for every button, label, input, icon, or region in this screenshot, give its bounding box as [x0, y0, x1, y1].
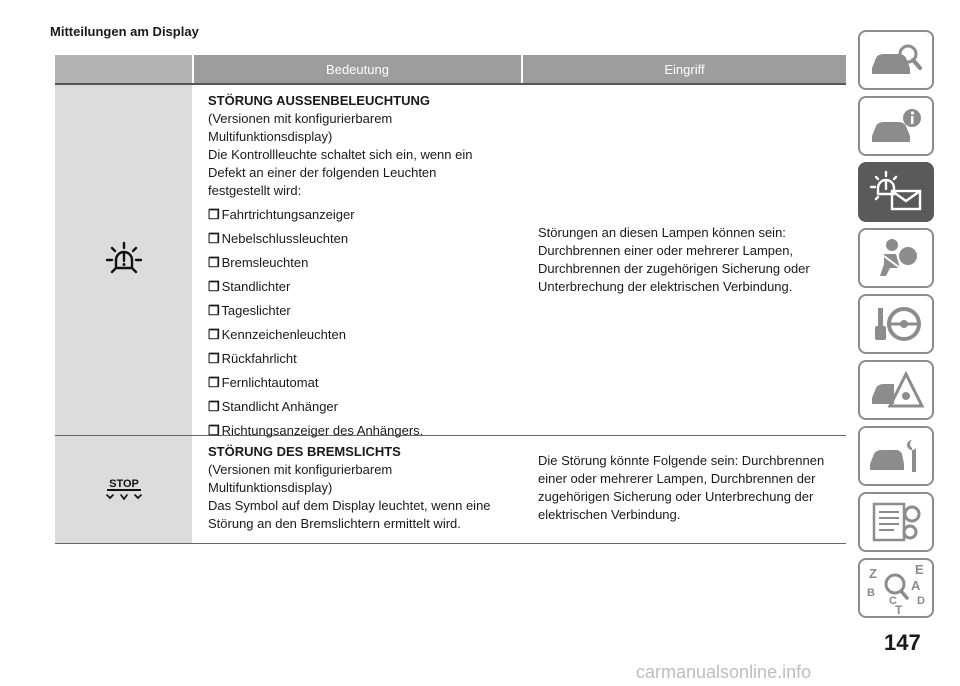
page-number: 147: [884, 630, 921, 655]
meaning-cell: [192, 85, 526, 438]
action-line: Unterbrechung der elektrischen Verbindung.: [538, 279, 793, 294]
description-line: Das Symbol auf dem Display leuchtet, wenn eine: [208, 498, 491, 513]
warning-light-message-icon: [866, 169, 926, 215]
checkbox-icon: ❒: [208, 255, 220, 270]
description-line: Multifunktionsdisplay): [208, 129, 333, 144]
stop-icon-text: STOP: [108, 477, 139, 490]
car-info-icon: [866, 104, 926, 148]
watermark: carmanualsonline.info: [636, 662, 812, 682]
tab-starting-driving[interactable]: [858, 294, 934, 354]
action-cell: [526, 85, 846, 435]
section-title: Mitteilungen am Display: [50, 24, 199, 39]
car-search-icon: [866, 38, 926, 82]
icon-cell: [55, 436, 192, 543]
description-line: Die Kontrollleuchte schaltet sich ein, wenn ein: [208, 147, 473, 162]
list-item: ❒ Kennzeichenleuchten: [208, 327, 346, 342]
checkbox-icon: ❒: [208, 207, 220, 222]
icon-cell: [55, 85, 192, 435]
list-item: ❒ Rückfahrlicht: [208, 351, 297, 366]
emergency-warning-icon: [866, 368, 926, 412]
key-steering-wheel-icon: [866, 302, 926, 346]
header-icon-column: [55, 55, 192, 83]
action-line: Durchbrennen einer oder mehrerer Lampen,: [538, 243, 794, 258]
checkbox-icon: ❒: [208, 423, 220, 438]
exterior-light-fault-icon: [104, 240, 144, 280]
safety-airbag-icon: [866, 236, 926, 280]
action-line: Durchbrennen der zugehörigen Sicherung oder: [538, 261, 810, 276]
index-letter: C: [889, 595, 897, 607]
list-item: ❒ Bremsleuchten: [208, 255, 309, 270]
action-cell: [526, 436, 846, 543]
description-line: Störung an den Bremslichtern ermittelt wird.: [208, 516, 461, 531]
list-item: ❒ Standlichter: [208, 279, 291, 294]
tab-technical-data[interactable]: [858, 492, 934, 552]
list-item: ❒ Fernlichtautomat: [208, 375, 319, 390]
list-item: ❒ Fahrtrichtungsanzeiger: [208, 207, 355, 222]
tab-index[interactable]: [858, 558, 934, 618]
index-letter: E: [915, 562, 924, 577]
action-line: einer oder mehrerer Lampen, Durchbrennen der: [538, 471, 816, 486]
description-line: (Versionen mit konfigurierbarem: [208, 111, 393, 126]
technical-data-icon: [866, 500, 926, 544]
description-line: Defekt an einer der folgenden Leuchten: [208, 165, 437, 180]
meaning-cell: [192, 436, 526, 543]
action-line: zugehörigen Sicherung oder Unterbrechung der: [538, 489, 814, 504]
checkbox-icon: ❒: [208, 231, 220, 246]
index-letter: T: [895, 603, 903, 616]
index-letter: B: [867, 587, 875, 599]
messages-table: [55, 55, 846, 544]
list-item: ❒ Richtungsanzeiger des Anhängers.: [208, 423, 424, 438]
checkbox-icon: ❒: [208, 375, 220, 390]
list-item: ❒ Nebelschlussleuchten: [208, 231, 349, 246]
stop-light-fault-icon: [99, 475, 149, 505]
message-title: STÖRUNG DES BREMSLICHTS: [208, 444, 401, 459]
checkbox-icon: ❒: [208, 279, 220, 294]
checkbox-icon: ❒: [208, 303, 220, 318]
car-maintenance-icon: [866, 434, 926, 478]
description-line: (Versionen mit konfigurierbarem: [208, 462, 393, 477]
header-meaning: Bedeutung: [194, 55, 521, 83]
index-letter: D: [917, 595, 925, 607]
checkbox-icon: ❒: [208, 399, 220, 414]
list-item: ❒ Tageslichter: [208, 303, 291, 318]
checkbox-icon: ❒: [208, 351, 220, 366]
description-line: festgestellt wird:: [208, 183, 302, 198]
table-row: [55, 85, 846, 436]
message-title: STÖRUNG AUSSENBELEUCHTUNG: [208, 93, 430, 108]
chapter-sidebar: [858, 30, 934, 624]
tab-maintenance[interactable]: [858, 426, 934, 486]
tab-car-info[interactable]: [858, 96, 934, 156]
header-action: Eingriff: [523, 55, 846, 83]
tab-warning-lights-messages[interactable]: [858, 162, 934, 222]
tab-car-search[interactable]: [858, 30, 934, 90]
action-line: Störungen an diesen Lampen können sein:: [538, 225, 786, 240]
table-header: [55, 55, 846, 85]
index-letter: A: [911, 578, 921, 593]
list-item: ❒ Standlicht Anhänger: [208, 399, 338, 414]
tab-emergency[interactable]: [858, 360, 934, 420]
index-letter: Z: [869, 566, 877, 581]
tab-safety[interactable]: [858, 228, 934, 288]
table-row: [55, 436, 846, 544]
action-line: elektrischen Verbindung.: [538, 507, 681, 522]
checkbox-icon: ❒: [208, 327, 220, 342]
action-line: Die Störung könnte Folgende sein: Durchbrennen: [538, 453, 825, 468]
index-search-icon: [861, 560, 931, 616]
description-line: Multifunktionsdisplay): [208, 480, 333, 495]
